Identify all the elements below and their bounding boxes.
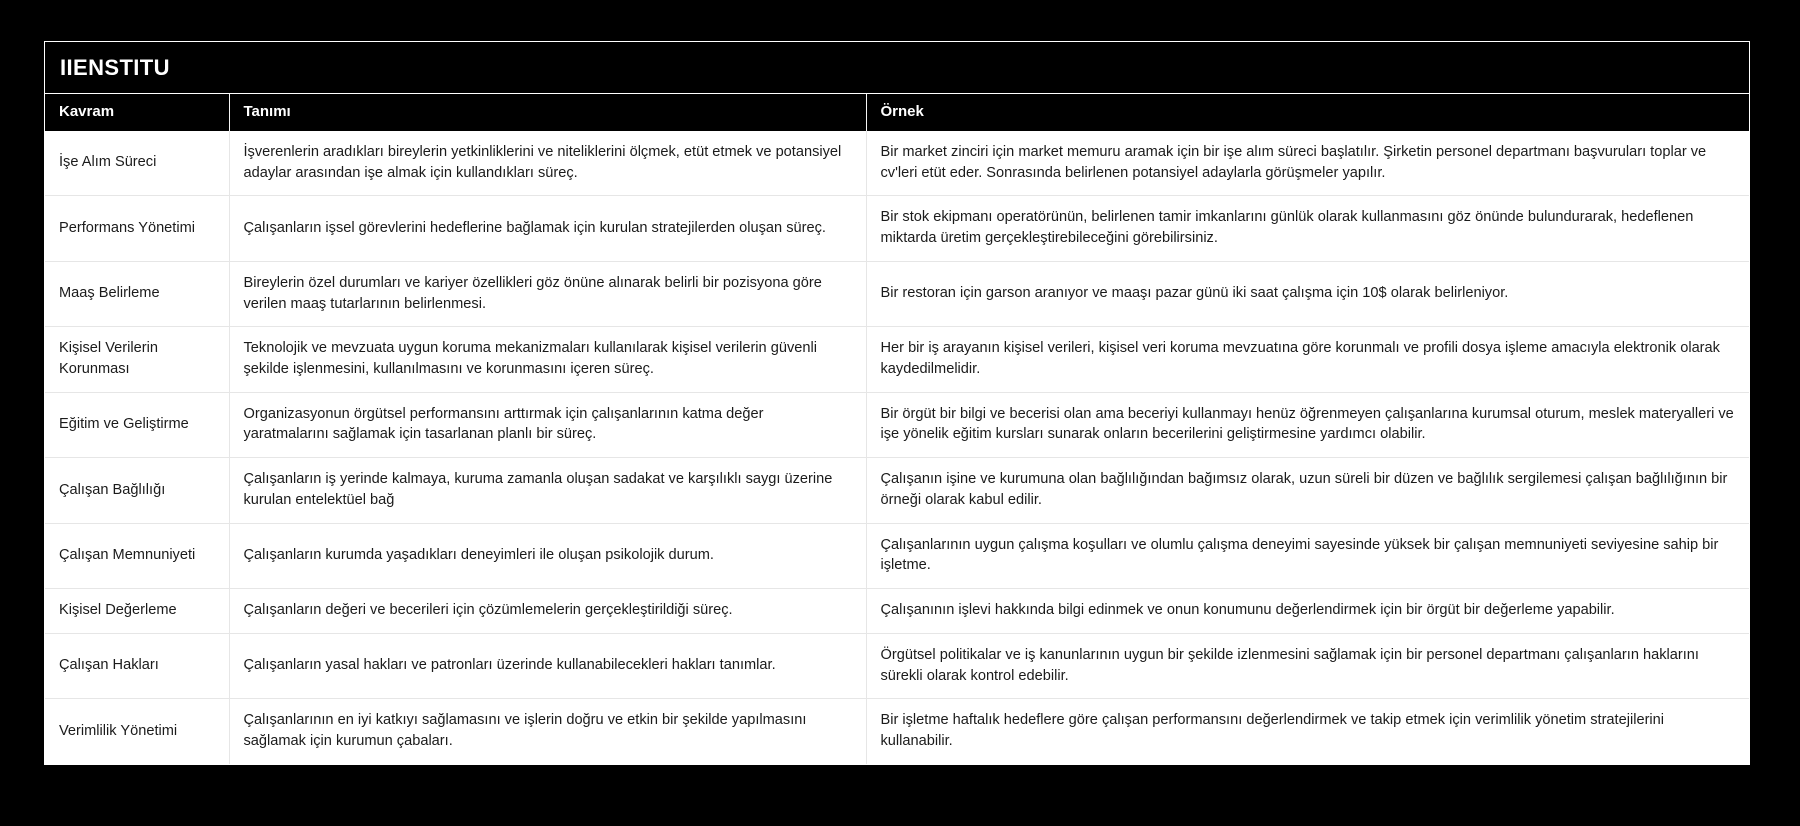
- table-row: [45, 523, 1749, 588]
- table-row: [45, 196, 1749, 261]
- cell-kavram: Performans Yönetimi: [45, 196, 229, 261]
- cell-ornek: Bir stok ekipmanı operatörünün, belirlenen tamir imkanlarını günlük olarak kullanmasını göz önünde bulundurarak, hedeflenen miktarda üretim gerçekleştirebileceğini görebilirsiniz.: [866, 196, 1749, 261]
- hr-concepts-table: [45, 94, 1749, 764]
- cell-kavram: Verimlilik Yönetimi: [45, 699, 229, 764]
- cell-tanim: Teknolojik ve mevzuata uygun koruma mekanizmaları kullanılarak kişisel verilerin güvenli şekilde işlenmesini, kullanılmasını ve korunmasını içeren süreç.: [229, 327, 866, 392]
- cell-tanim: İşverenlerin aradıkları bireylerin yetkinliklerini ve niteliklerini ölçmek, etüt etmek ve potansiyel adaylar arasından işe almak için kullandıkları süreç.: [229, 131, 866, 196]
- table-row: [45, 327, 1749, 392]
- column-header-tanim: Tanımı: [229, 94, 866, 131]
- cell-ornek: Çalışanının işlevi hakkında bilgi edinmek ve onun konumunu değerlendirmek için bir örgüt bir değerleme yapabilir.: [866, 589, 1749, 634]
- table-row: [45, 633, 1749, 698]
- cell-ornek: Örgütsel politikalar ve iş kanunlarının uygun bir şekilde izlenmesini sağlamak için bir personel departmanı çalışanların haklarını sürekli olarak kontrol edebilir.: [866, 633, 1749, 698]
- cell-ornek: Bir işletme haftalık hedeflere göre çalışan performansını değerlendirmek ve takip etmek için verimlilik yönetim stratejilerini kullanabilir.: [866, 699, 1749, 764]
- cell-ornek: Bir market zinciri için market memuru aramak için bir işe alım süreci başlatılır. Şirketin personel departmanı başvuruları toplar ve cv'leri etüt eder. Sonrasında belirlenen potansiyel adaylarla görüşmeler yapılır.: [866, 131, 1749, 196]
- cell-tanim: Çalışanların işsel görevlerini hedeflerine bağlamak için kurulan stratejilerden oluşan süreç.: [229, 196, 866, 261]
- cell-ornek: Çalışanın işine ve kurumuna olan bağlılığından bağımsız olarak, uzun süreli bir düzen ve bağlılık sergilemesi çalışan bağlılığının bir örneği olarak kabul edilir.: [866, 458, 1749, 523]
- cell-tanim: Bireylerin özel durumları ve kariyer özellikleri göz önüne alınarak belirli bir pozisyona göre verilen maaş tutarlarının belirlenmesi.: [229, 261, 866, 326]
- cell-tanim: Çalışanların kurumda yaşadıkları deneyimleri ile oluşan psikolojik durum.: [229, 523, 866, 588]
- table-row: [45, 699, 1749, 764]
- table-row: [45, 458, 1749, 523]
- table-header: [45, 94, 1749, 131]
- cell-ornek: Çalışanlarının uygun çalışma koşulları ve olumlu çalışma deneyimi sayesinde yüksek bir çalışan memnuniyeti seviyesine sahip bir işletme.: [866, 523, 1749, 588]
- table-row: [45, 589, 1749, 634]
- cell-ornek: Bir restoran için garson aranıyor ve maaşı pazar günü iki saat çalışma için 10$ olarak belirleniyor.: [866, 261, 1749, 326]
- table-row: [45, 392, 1749, 457]
- column-header-ornek: Örnek: [866, 94, 1749, 131]
- brand-title: IIENSTITU: [60, 54, 170, 80]
- cell-kavram: Çalışan Memnuniyeti: [45, 523, 229, 588]
- column-header-kavram: Kavram: [45, 94, 229, 131]
- cell-kavram: İşe Alım Süreci: [45, 131, 229, 196]
- table-header-row: [45, 94, 1749, 131]
- cell-tanim: Çalışanların yasal hakları ve patronları üzerinde kullanabilecekleri hakları tanımlar.: [229, 633, 866, 698]
- table-row: [45, 131, 1749, 196]
- cell-kavram: Eğitim ve Geliştirme: [45, 392, 229, 457]
- cell-ornek: Her bir iş arayanın kişisel verileri, kişisel veri koruma mevzuatına göre korunmalı ve profili dosya işleme amacıyla elektronik olarak kaydedilmelidir.: [866, 327, 1749, 392]
- cell-kavram: Çalışan Bağlılığı: [45, 458, 229, 523]
- concept-table-container: [44, 41, 1750, 765]
- cell-kavram: Kişisel Verilerin Korunması: [45, 327, 229, 392]
- cell-tanim: Çalışanların değeri ve becerileri için çözümlemelerin gerçekleştirildiği süreç.: [229, 589, 866, 634]
- cell-kavram: Çalışan Hakları: [45, 633, 229, 698]
- cell-tanim: Çalışanların iş yerinde kalmaya, kuruma zamanla oluşan sadakat ve karşılıklı saygı üzerine kurulan entelektüel bağ: [229, 458, 866, 523]
- cell-tanim: Çalışanlarının en iyi katkıyı sağlamasını ve işlerin doğru ve etkin bir şekilde yapılmasını sağlamak için kurumun çabaları.: [229, 699, 866, 764]
- cell-ornek: Bir örgüt bir bilgi ve becerisi olan ama beceriyi kullanmayı henüz öğrenmeyen çalışanlarına kurumsal oturum, meslek materyalleri ve işe yönelik eğitim kursları sunarak onların becerilerini geliştirmesine yardımcı olabilir.: [866, 392, 1749, 457]
- cell-kavram: Kişisel Değerleme: [45, 589, 229, 634]
- cell-kavram: Maaş Belirleme: [45, 261, 229, 326]
- table-body: [45, 131, 1749, 764]
- brand-bar: [45, 42, 1749, 94]
- table-row: [45, 261, 1749, 326]
- cell-tanim: Organizasyonun örgütsel performansını arttırmak için çalışanlarının katma değer yaratmalarını sağlamak için tasarlanan planlı bir süreç.: [229, 392, 866, 457]
